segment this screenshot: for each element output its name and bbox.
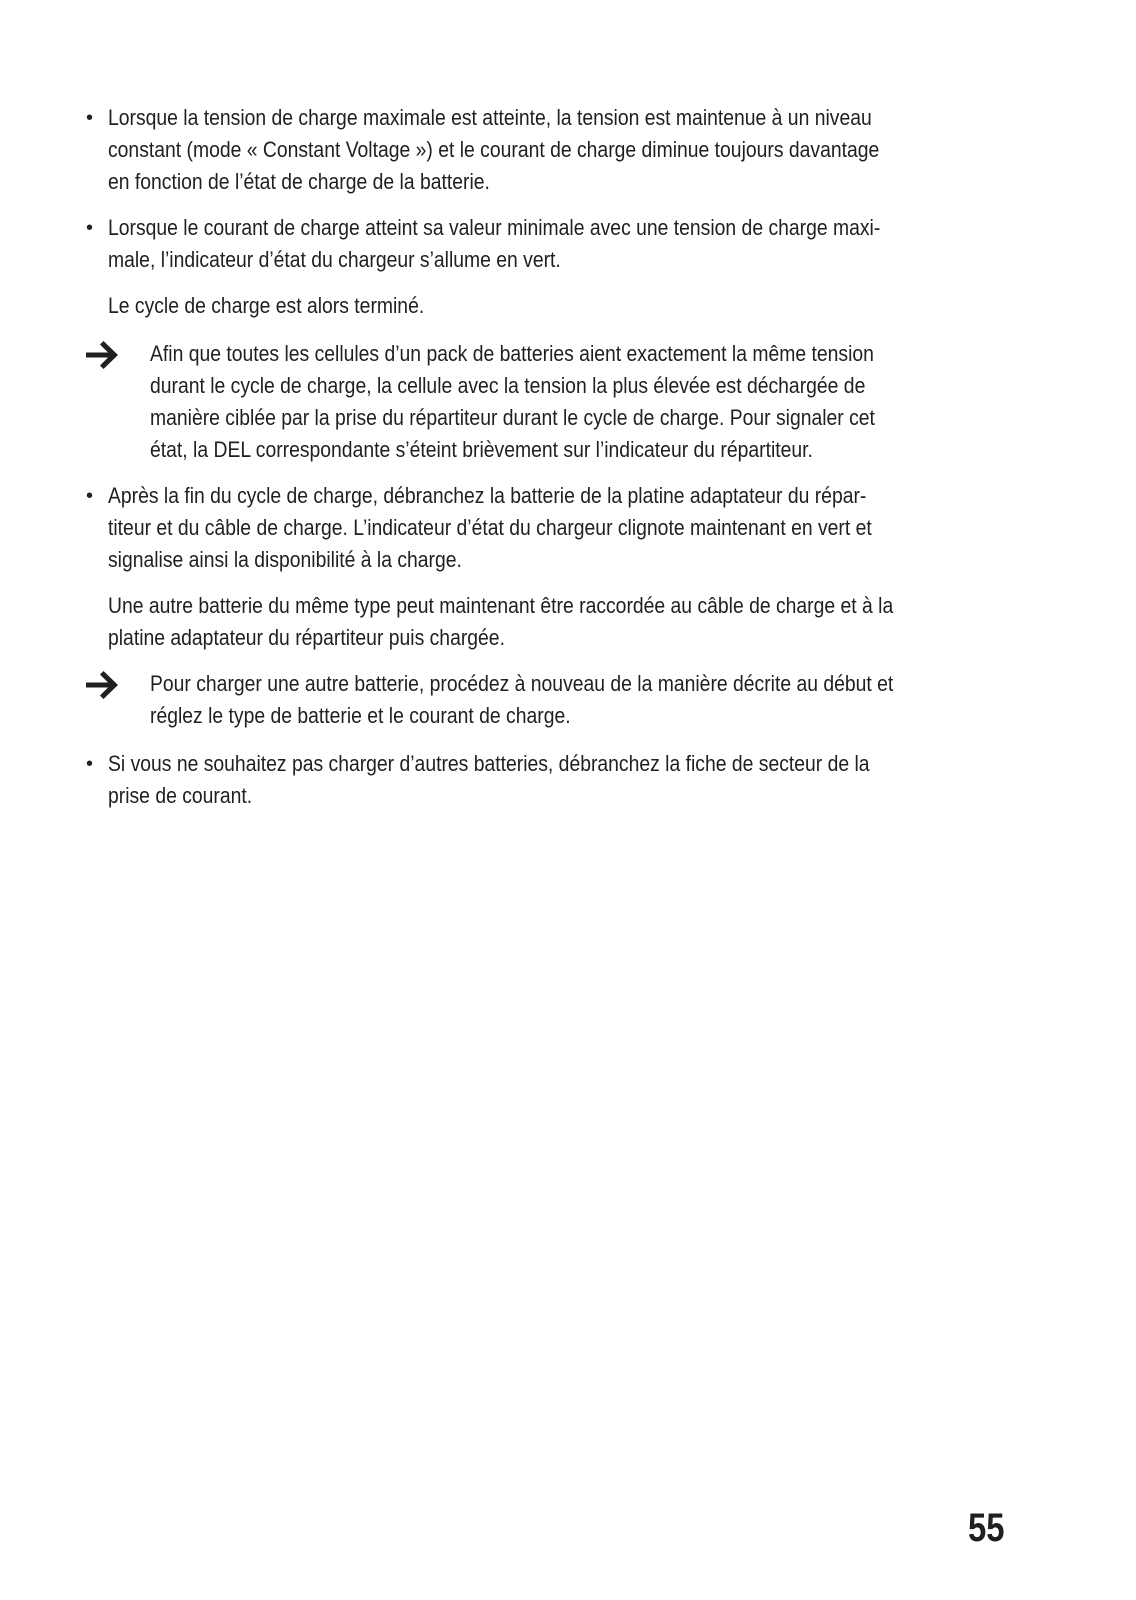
arrow-right-icon bbox=[84, 340, 124, 370]
paragraph-line: Afin que toutes les cellules d’un pack de batteries aient exactement la même tension bbox=[150, 341, 874, 366]
paragraph-line: prise de courant. bbox=[108, 783, 253, 808]
paragraph-line: en fonction de l’état de charge de la batterie. bbox=[108, 169, 490, 194]
paragraph-line: état, la DEL correspondante s’éteint brièvement sur l’indicateur du répartiteur. bbox=[150, 437, 813, 462]
paragraph-line: Le cycle de charge est alors terminé. bbox=[108, 293, 425, 318]
bullet-marker: • bbox=[86, 485, 94, 507]
bullet-marker: • bbox=[86, 107, 94, 129]
paragraph-line: platine adaptateur du répartiteur puis chargée. bbox=[108, 625, 505, 650]
bullet-marker: • bbox=[86, 217, 94, 239]
paragraph-line: titeur et du câble de charge. L’indicateur d’état du chargeur clignote maintenant en vert et bbox=[108, 515, 872, 540]
paragraph-line: Après la fin du cycle de charge, débranchez la batterie de la platine adaptateur du répar- bbox=[108, 483, 867, 508]
paragraph-line: réglez le type de batterie et le courant de charge. bbox=[150, 703, 571, 728]
paragraph-line: Si vous ne souhaitez pas charger d’autres batteries, débranchez la fiche de secteur de la bbox=[108, 751, 870, 776]
paragraph-line: constant (mode « Constant Voltage ») et le courant de charge diminue toujours davantage bbox=[108, 137, 880, 162]
bullet-marker: • bbox=[86, 753, 94, 775]
paragraph-line: Une autre batterie du même type peut maintenant être raccordée au câble de charge et à la bbox=[108, 593, 894, 618]
page-number: 55 bbox=[968, 1506, 1005, 1550]
paragraph-line: signalise ainsi la disponibilité à la charge. bbox=[108, 547, 462, 572]
paragraph-line: Lorsque la tension de charge maximale est atteinte, la tension est maintenue à un niveau bbox=[108, 105, 872, 130]
paragraph-line: manière ciblée par la prise du répartiteur durant le cycle de charge. Pour signaler cet bbox=[150, 405, 875, 430]
paragraph-line: durant le cycle de charge, la cellule avec la tension la plus élevée est déchargée de bbox=[150, 373, 866, 398]
paragraph-line: Lorsque le courant de charge atteint sa valeur minimale avec une tension de charge maxi- bbox=[108, 215, 881, 240]
arrow-right-icon bbox=[84, 670, 124, 700]
paragraph-line: Pour charger une autre batterie, procédez à nouveau de la manière décrite au début et bbox=[150, 671, 894, 696]
paragraph-line: male, l’indicateur d’état du chargeur s’allume en vert. bbox=[108, 247, 561, 272]
